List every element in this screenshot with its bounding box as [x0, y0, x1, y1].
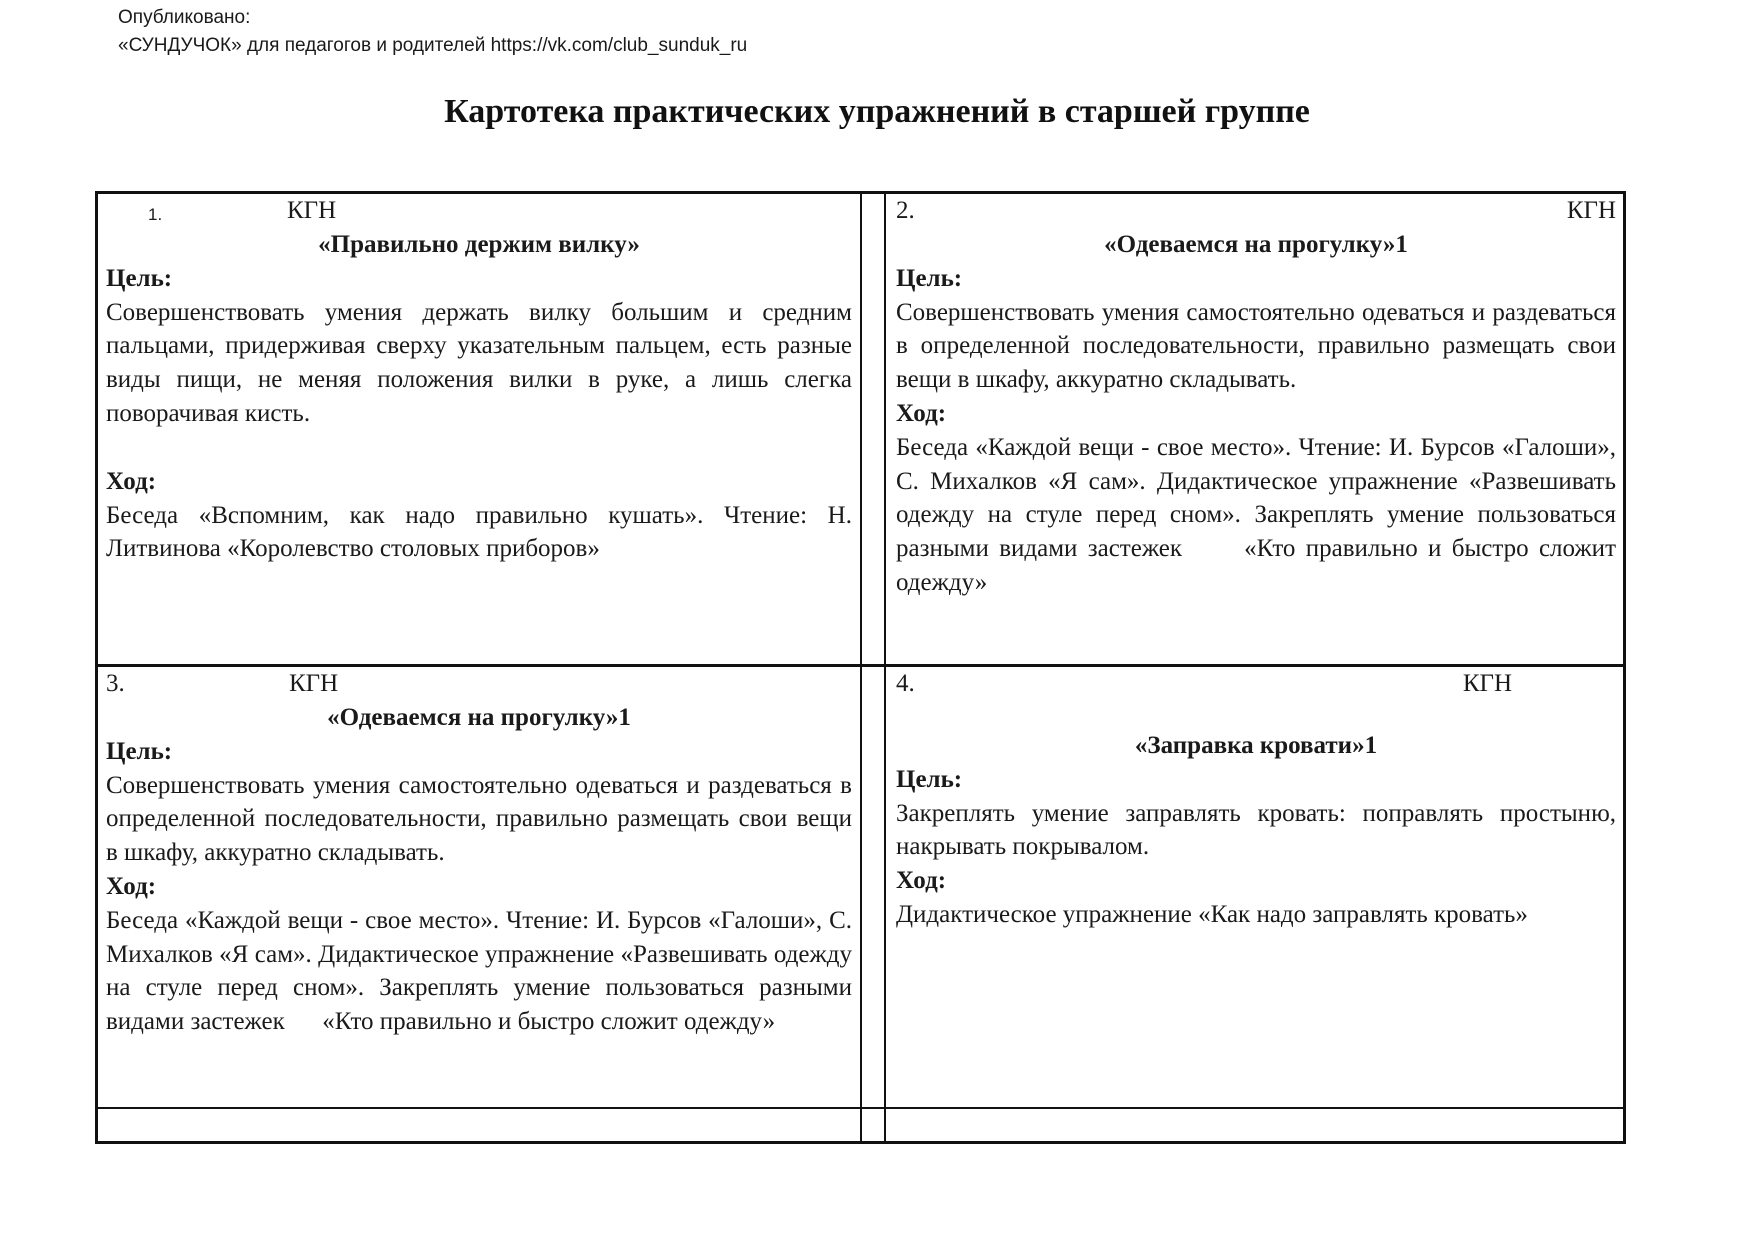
goal-text: Совершенствовать умения держать вилку большим и средним пальцами, придерживая сверху указательным пальцем, есть разные виды пищи, не меняя положения вилки в руке, а лишь слегка поворачивая кисть. [106, 298, 852, 427]
exercise-card-2 [896, 194, 1623, 600]
table-border-bottom [95, 1141, 1626, 1144]
published-label: Опубликовано: [118, 7, 251, 28]
course-text: Дидактическое упражнение «Как надо заправлять кровать» [896, 900, 1528, 928]
exercise-card-4 [896, 667, 1616, 932]
card-header [896, 667, 1616, 701]
goal-label: Цель: [106, 737, 173, 765]
course-label: Ход: [106, 872, 157, 900]
card-category: КГН [1462, 670, 1512, 697]
published-source: «СУНДУЧОК» для педагогов и родителей https://vk.com/club_sunduk_ru [118, 35, 748, 56]
card-header [106, 667, 852, 701]
goal-text: Закреплять умение заправлять кровать: поправлять простыню, накрывать покрывалом. [896, 799, 1616, 861]
table-border-left [95, 191, 98, 1144]
table-divider-right [884, 191, 886, 1144]
goal-label: Цель: [896, 264, 963, 292]
course-text: Беседа «Каждой вещи - свое место». Чтение: И. Бурсов «Галоши», С. Михалков «Я сам». Дидактическое упражнение «Развешивать одежду на стуле перед сном». Закреплять умение пользоваться разными видами застежек «Кто правильно и быстро сложит одежду» [896, 433, 1623, 596]
card-category: КГН [1566, 197, 1616, 224]
publication-note [118, 4, 747, 60]
course-text: Беседа «Каждой вещи - свое место». Чтение: И. Бурсов «Галоши», С. Михалков «Я сам». Дидактическое упражнение «Развешивать одежду на стуле перед сном». Закреплять умение пользоваться разными видами застежек «Кто правильно и быстро сложит одежду» [106, 906, 859, 1036]
card-category: КГН [289, 670, 339, 697]
card-number: 2. [896, 197, 915, 224]
card-number: 4. [896, 670, 915, 697]
goal-label: Цель: [896, 765, 963, 793]
card-number: 1. [148, 205, 163, 224]
course-label: Ход: [896, 867, 947, 895]
card-title: «Одеваемся на прогулку»1 [1104, 231, 1408, 258]
card-title: «Одеваемся на прогулку»1 [327, 704, 631, 731]
card-title: «Правильно держим вилку» [318, 231, 640, 258]
goal-label: Цель: [106, 264, 173, 292]
table-row-divider-bottom [95, 1107, 1626, 1109]
table-divider-left [860, 191, 862, 1144]
card-title: «Заправка кровати»1 [1134, 732, 1378, 759]
card-number: 3. [106, 670, 125, 697]
course-label: Ход: [106, 467, 157, 495]
table-border-right [1623, 191, 1626, 1144]
card-header [896, 194, 1616, 228]
exercise-card-1 [106, 194, 852, 566]
exercise-card-3 [106, 667, 859, 1039]
goal-text: Совершенствовать умения самостоятельно одеваться и раздеваться в определенной последовательности, правильно размещать свои вещи в шкафу, аккуратно складывать. [106, 771, 852, 867]
page-title: Картотека практических упражнений в старшей группе [444, 93, 1310, 130]
goal-text: Совершенствовать умения самостоятельно одеваться и раздеваться в определенной последовательности, правильно размещать свои вещи в шкафу, аккуратно складывать. [896, 298, 1616, 394]
course-label: Ход: [896, 399, 947, 427]
card-category: КГН [287, 197, 337, 224]
card-header [106, 194, 852, 228]
course-text: Беседа «Вспомним, как надо правильно кушать». Чтение: Н. Литвинова «Королевство столовых приборов» [106, 501, 852, 563]
